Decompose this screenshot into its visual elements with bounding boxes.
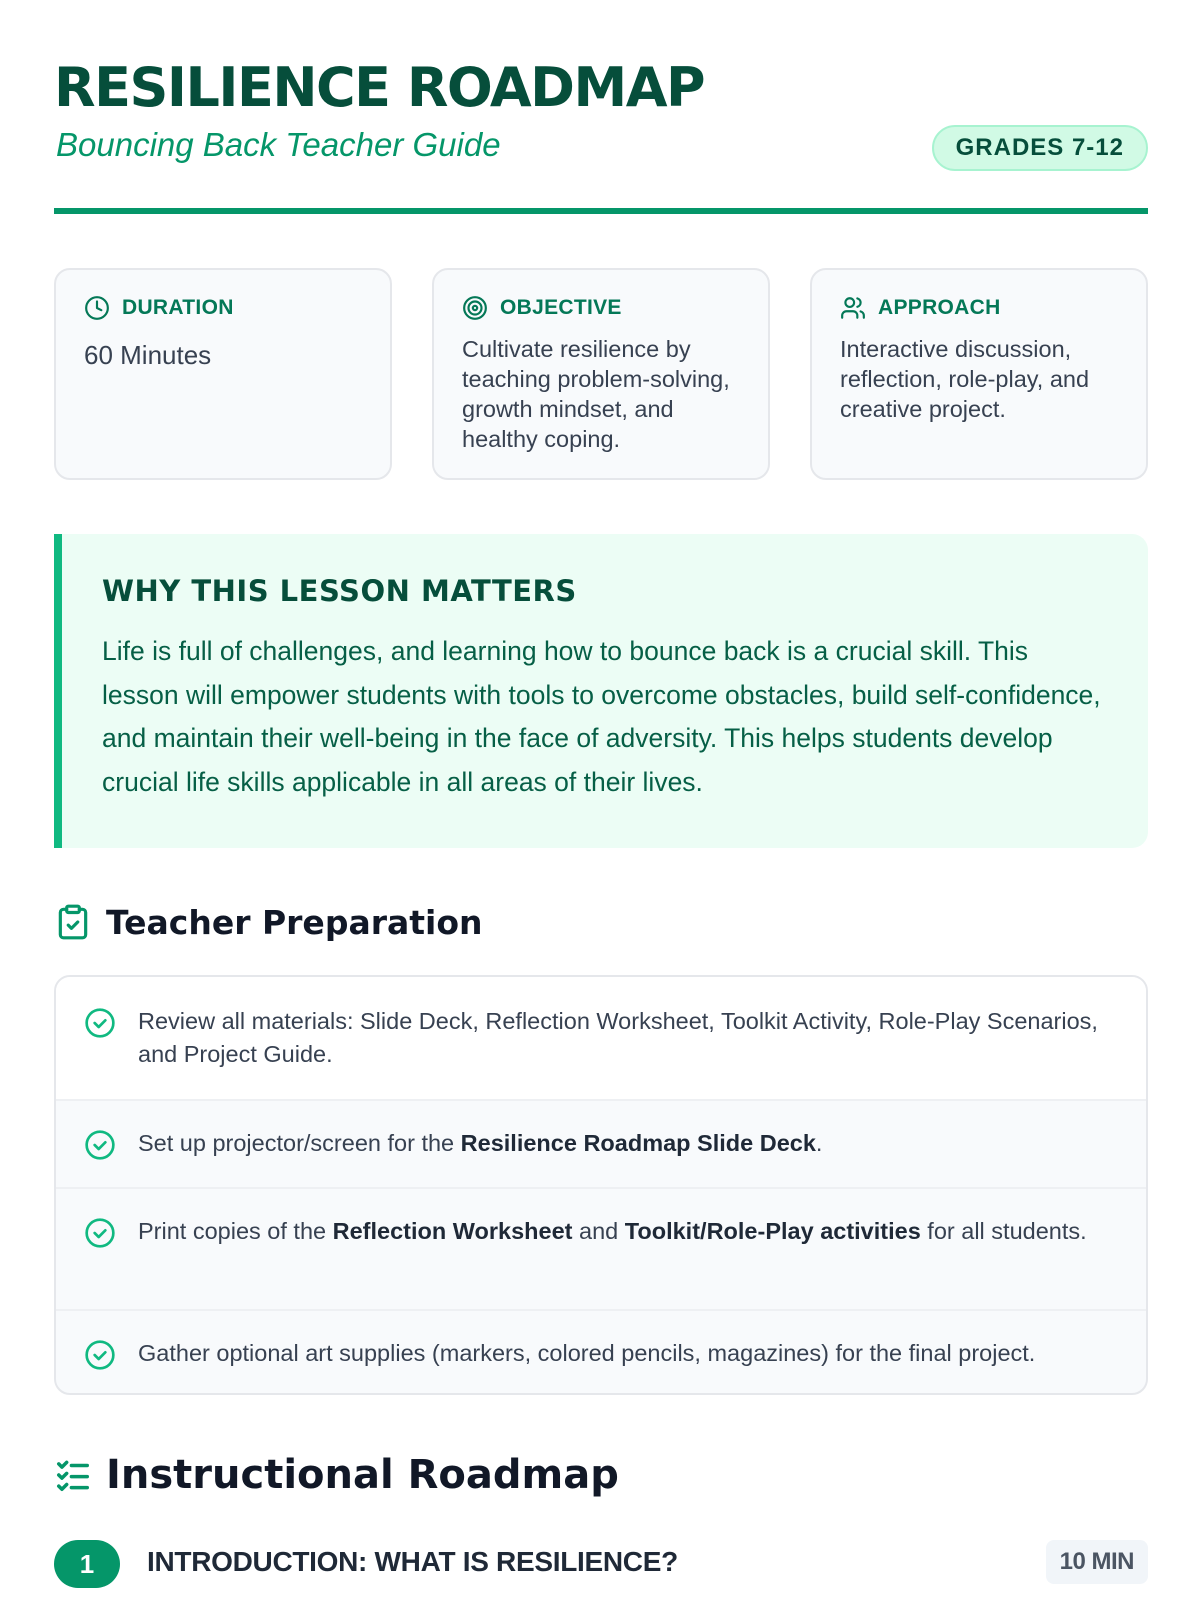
prep-item-text: Gather optional art supplies (markers, colored pencils, magazines) for the final project.	[138, 1340, 1036, 1366]
page-title: RESILIENCE ROADMAP	[54, 56, 705, 119]
card-duration	[54, 268, 392, 480]
card-label: DURATION	[122, 296, 234, 319]
clock-icon	[84, 295, 110, 321]
clipboard-check-icon	[54, 902, 92, 942]
card-label: OBJECTIVE	[500, 296, 622, 319]
roadmap-heading	[54, 1452, 619, 1498]
info-cards	[54, 268, 1148, 480]
list-checks-icon	[54, 1456, 92, 1494]
users-icon	[840, 295, 866, 321]
grade-badge: GRADES 7-12	[932, 125, 1148, 171]
step-duration-badge: 10 MIN	[1046, 1540, 1148, 1584]
check-circle-icon	[84, 1129, 116, 1161]
prep-item-text: Set up projector/screen for the Resilience Roadmap Slide Deck.	[138, 1130, 823, 1156]
prep-title: Teacher Preparation	[106, 902, 483, 942]
step-title: INTRODUCTION: WHAT IS RESILIENCE?	[147, 1546, 678, 1577]
prep-item-text: Review all materials: Slide Deck, Reflection Worksheet, Toolkit Activity, Role-Play Scenarios, and Project Guide.	[138, 1008, 1098, 1067]
check-circle-icon	[84, 1339, 116, 1371]
step-number: 1	[54, 1540, 120, 1588]
target-icon	[462, 295, 488, 321]
card-label: APPROACH	[878, 296, 1001, 319]
prep-list	[54, 975, 1148, 1395]
header-divider	[54, 208, 1148, 214]
prep-item-text: Print copies of the Reflection Worksheet and Toolkit/Role-Play activities for all students.	[138, 1218, 1087, 1244]
why-title: WHY THIS LESSON MATTERS	[102, 574, 577, 608]
roadmap-step	[54, 1540, 1148, 1588]
card-approach	[810, 268, 1148, 480]
lesson-guide	[54, 0, 1148, 1600]
card-text: Cultivate resilience by teaching problem-solving, growth mindset, and healthy coping.	[462, 336, 730, 452]
why-panel	[54, 534, 1148, 848]
prep-item	[56, 1099, 1146, 1187]
card-text: Interactive discussion, reflection, role-play, and creative project.	[840, 336, 1090, 422]
roadmap-title: Instructional Roadmap	[106, 1452, 619, 1498]
card-text: 60 Minutes	[84, 340, 212, 370]
page-subtitle: Bouncing Back Teacher Guide	[56, 126, 501, 163]
card-objective	[432, 268, 770, 480]
prep-item	[56, 1187, 1146, 1309]
check-circle-icon	[84, 1007, 116, 1039]
prep-item	[56, 977, 1146, 1099]
why-text: Life is full of challenges, and learning how to bounce back is a crucial skill. This lesson will empower students with tools to overcome obstacles, build self-confidence, and maintain their well-being in the face of adversity. This helps students develop crucial life skills applicable in all areas of their lives.	[102, 636, 1101, 797]
prep-heading	[54, 902, 483, 942]
check-circle-icon	[84, 1217, 116, 1249]
prep-item	[56, 1309, 1146, 1395]
